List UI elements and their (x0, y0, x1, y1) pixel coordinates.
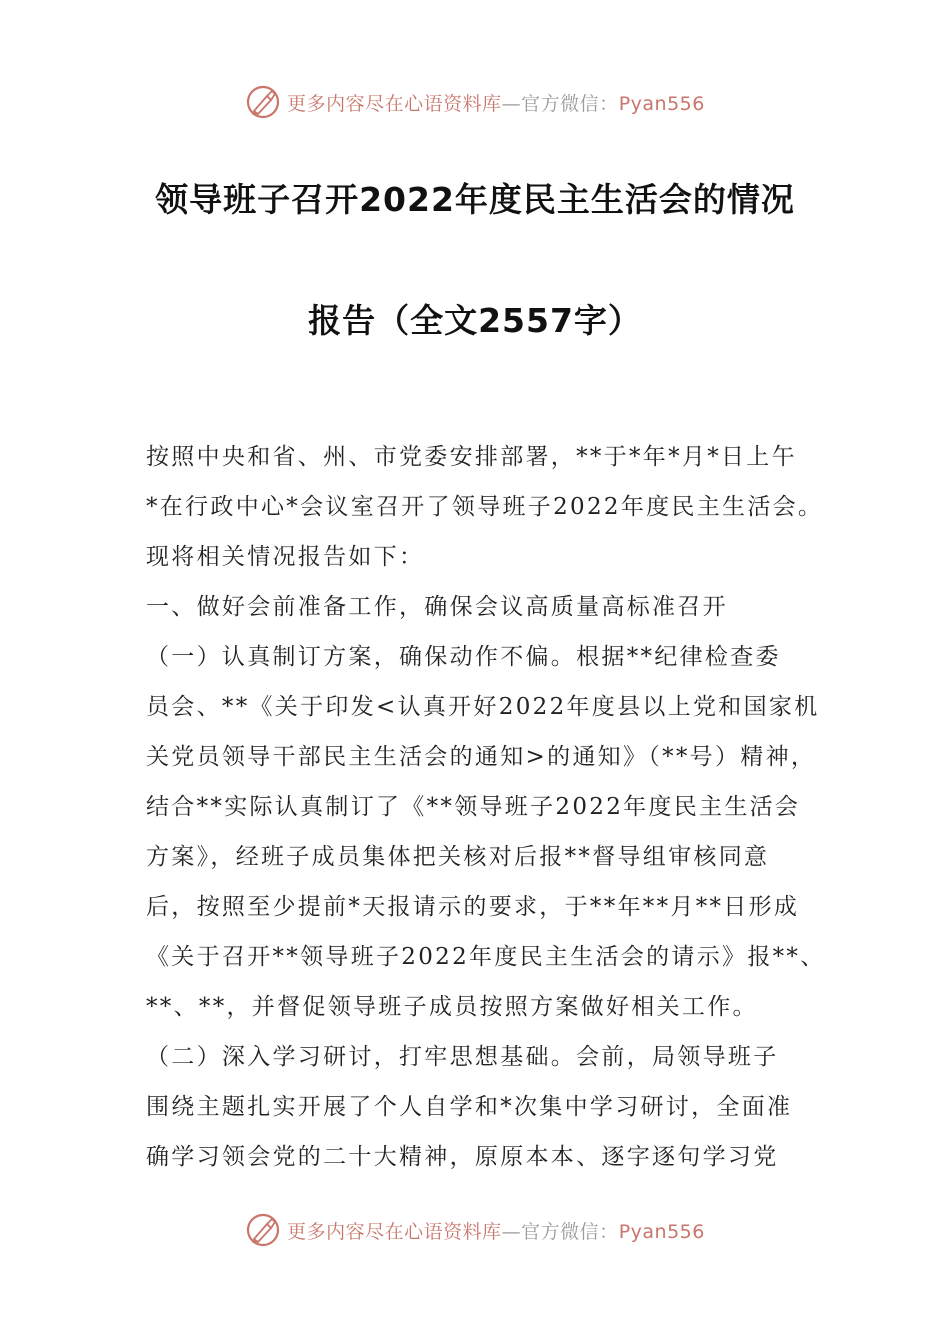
section-heading: 一、做好会前准备工作，确保会议高质量高标准召开 (146, 594, 728, 620)
body-line: （一）认真制订方案，确保动作不偏。根据**纪律检查委 (146, 644, 781, 670)
body-line: *在行政中心*会议室召开了领导班子2022年度民主生活会。 (146, 494, 824, 520)
body-line: 方案》，经班子成员集体把关核对后报**督导组审核同意 (146, 844, 770, 870)
document-body (146, 432, 826, 1182)
watermark-wechat-id: Pyan556 (618, 1220, 705, 1243)
watermark-text (287, 89, 705, 116)
watermark-brand: 更多内容尽在心语资料库 (287, 1220, 502, 1243)
body-line: 现将相关情况报告如下： (146, 544, 425, 570)
body-line: 关党员领导干部民主生活会的通知>的通知》（**号）精神， (146, 744, 817, 770)
watermark-wechat-id: Pyan556 (618, 92, 705, 115)
body-line: 围绕主题扎实开展了个人自学和*次集中学习研讨，全面准 (146, 1094, 793, 1120)
body-line: 结合**实际认真制订了《**领导班子2022年度民主生活会 (146, 794, 801, 820)
body-line: 员会、**《关于印发<认真开好2022年度县以上党和国家机 (146, 694, 820, 720)
body-line: （二）深入学习研讨，打牢思想基础。会前，局领导班子 (146, 1044, 779, 1070)
watermark-brand: 更多内容尽在心语资料库 (287, 92, 502, 115)
body-line: 按照中央和省、州、市党委安排部署，**于*年*月*日上午 (146, 444, 797, 470)
body-line: 确学习领会党的二十大精神，原原本本、逐字逐句学习党 (146, 1144, 779, 1170)
pen-logo-icon (245, 1212, 281, 1248)
watermark-footer (0, 1210, 950, 1250)
document-title-line-1: 领导班子召开2022年度民主生活会的情况 (155, 180, 795, 219)
watermark-header (0, 82, 950, 122)
watermark-label: —官方微信： (501, 92, 619, 115)
body-line: 后，按照至少提前*天报请示的要求，于**年**月**日形成 (146, 894, 800, 920)
body-line: 《关于召开**领导班子2022年度民主生活会的请示》报**、 (146, 944, 826, 970)
document-title-line-2: 报告（全文2557字） (308, 301, 642, 340)
watermark-label: —官方微信： (501, 1220, 619, 1243)
watermark-text (287, 1217, 705, 1244)
body-line: **、**，并督促领导班子成员按照方案做好相关工作。 (146, 994, 758, 1020)
pen-logo-icon (245, 84, 281, 120)
